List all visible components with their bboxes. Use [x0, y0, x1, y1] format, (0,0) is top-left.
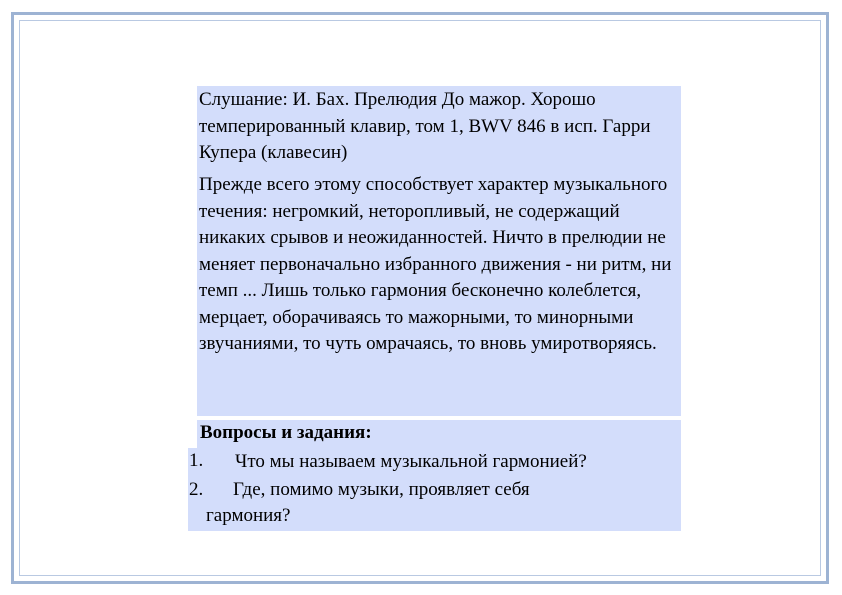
listening-paragraph: Слушание: И. Бах. Прелюдия До мажор. Хорошо темперированный клавир, том 1, BWV 846 в исп. Гарри Купера (клавесин) — [197, 86, 681, 168]
description-paragraph: Прежде всего этому способствует характер музыкального течения: негромкий, неторопливый, не содержащий никаких срывов и неожиданностей. Ничто в прелюдии не меняет первоначально избранного движения - ни ритм, ни темп ... Лишь только гармония бесконечно колеблется, мерцает, оборачиваясь то мажорными, то минорными звучаниями, то чуть омрачаясь, то вновь умиротворяясь. — [197, 168, 681, 416]
slide-content — [197, 86, 681, 452]
list-item-number: 1. — [189, 450, 204, 471]
list-item — [188, 448, 681, 476]
list-item-text-continuation: гармония? — [206, 505, 291, 526]
questions-heading: Вопросы и задания: — [200, 422, 372, 443]
list-item — [188, 477, 681, 530]
questions-list — [188, 448, 681, 531]
list-item-number: 2. — [189, 478, 204, 500]
list-item-text: Что мы называем музыкальной гармонией? — [235, 451, 587, 472]
list-item-text: Где, помимо музыки, проявляет себя — [233, 478, 530, 500]
